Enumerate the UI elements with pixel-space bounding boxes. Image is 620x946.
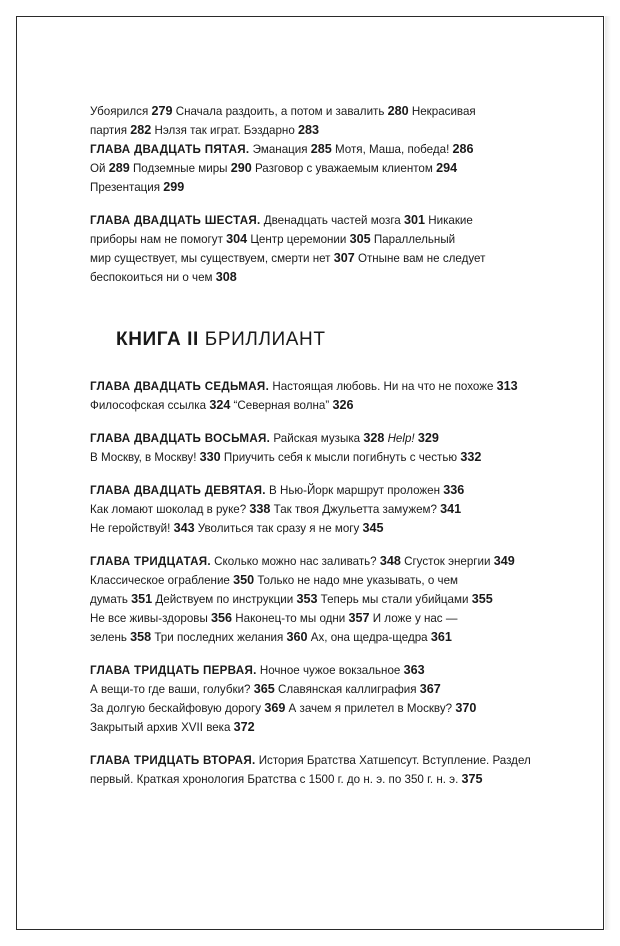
page-number: 361: [430, 630, 452, 644]
section-title: Сгусток энергии: [400, 555, 494, 568]
section-title: Не геройствуй!: [90, 522, 174, 535]
page-number: 299: [163, 180, 185, 194]
book-title: БРИЛЛИАНТ: [204, 329, 326, 350]
toc-entry: [90, 102, 570, 197]
toc-line: [90, 377, 570, 396]
page-number: 360: [286, 630, 308, 644]
page-number: 349: [493, 554, 515, 568]
toc-entry: [90, 211, 570, 287]
toc-line: [90, 718, 570, 737]
page-number: 357: [348, 611, 370, 625]
section-title: Подземные миры: [129, 162, 231, 175]
page-number: 355: [471, 592, 493, 606]
page-number: 372: [233, 720, 255, 734]
book-number: КНИГА II: [116, 329, 199, 350]
toc-entry: [90, 481, 570, 538]
section-title: Классическое ограбление: [90, 574, 234, 587]
section-title: Никакие: [425, 214, 473, 227]
toc-line: [90, 140, 570, 159]
section-title: партия: [90, 124, 131, 137]
section-title: Сколько можно нас заливать?: [210, 555, 380, 568]
section-title: Ночное чужое вокзальное: [256, 664, 404, 677]
section-title: Параллельный: [370, 233, 456, 246]
chapter-label: ГЛАВА ТРИДЦАТЬ ВТОРАЯ.: [90, 754, 256, 767]
section-title: Приучить себя к мысли погибнуть с честью: [220, 451, 461, 464]
page-number: 348: [379, 554, 401, 568]
page-number: 326: [332, 398, 354, 412]
page-number: 289: [108, 161, 130, 175]
toc-line: [90, 609, 570, 628]
section-title: Отныне вам не следует: [354, 252, 486, 265]
section-title: Мотя, Маша, победа!: [331, 143, 453, 156]
page-number: 307: [333, 251, 355, 265]
chapter-label: ГЛАВА ТРИДЦАТАЯ.: [90, 555, 211, 568]
section-title: Ах, она щедра-щедра: [307, 631, 431, 644]
chapter-label: ГЛАВА ДВАДЦАТЬ ДЕВЯТАЯ.: [90, 484, 266, 497]
toc-line: [90, 159, 570, 178]
section-title: В Нью-Йорк маршрут проложен: [265, 484, 444, 497]
page-number: 328: [363, 431, 385, 445]
section-title: История Братства Хатшепсут. Вступление. Раздел: [255, 754, 531, 767]
page-number: 370: [455, 701, 477, 715]
section-title: Философская ссылка: [90, 399, 210, 412]
page-number: 345: [362, 521, 384, 535]
section-title: зелень: [90, 631, 131, 644]
section-title: Действуем по инструкции: [152, 593, 297, 606]
page-number: 324: [209, 398, 231, 412]
toc-line: [90, 628, 570, 647]
toc-line: [90, 552, 570, 571]
section-title: В Москву, в Москву!: [90, 451, 200, 464]
page-edge-shadow: [605, 16, 611, 930]
section-title: Не все живы-здоровы: [90, 612, 212, 625]
page-number: 353: [296, 592, 318, 606]
toc-line: [90, 481, 570, 500]
page-number: 365: [253, 682, 275, 696]
section-title: Райская музыка: [270, 432, 364, 445]
section-title: Так твоя Джульетта замужем?: [270, 503, 441, 516]
toc-line: [90, 500, 570, 519]
section-title: думать: [90, 593, 132, 606]
toc-part-2: [90, 377, 570, 789]
toc-line: [90, 396, 570, 415]
toc-line: [90, 519, 570, 538]
toc-line: [90, 102, 570, 121]
page-number: 279: [151, 104, 173, 118]
chapter-label: ГЛАВА ДВАДЦАТЬ ВОСЬМАЯ.: [90, 432, 271, 445]
toc-entry: [90, 377, 570, 415]
toc-line: [90, 249, 570, 268]
toc-line: [90, 699, 570, 718]
section-title: Настоящая любовь. Ни на что не похоже: [269, 380, 497, 393]
toc-line: [90, 590, 570, 609]
page-number: 363: [403, 663, 425, 677]
section-title: Презентация: [90, 181, 164, 194]
chapter-label: ГЛАВА ДВАДЦАТЬ СЕДЬМАЯ.: [90, 380, 270, 393]
page-number: 313: [496, 379, 518, 393]
toc-line: [90, 680, 570, 699]
section-title: Наконец-то мы одни: [232, 612, 349, 625]
section-title: Эманация: [249, 143, 311, 156]
toc-line: [90, 211, 570, 230]
page-number: 290: [230, 161, 252, 175]
page-number: 350: [233, 573, 255, 587]
section-title: Ой: [90, 162, 109, 175]
section-title: Двенадцать частей мозга: [260, 214, 404, 227]
section-title: Нэлзя так играт. Бэздарно: [151, 124, 298, 137]
page-number: 305: [349, 232, 371, 246]
page-number: 329: [417, 431, 439, 445]
section-title: приборы нам не помогут: [90, 233, 227, 246]
toc-entry: [90, 661, 570, 737]
toc-line: [90, 571, 570, 590]
page-number: 330: [199, 450, 221, 464]
page-number: 369: [264, 701, 286, 715]
section-title: Три последних желания: [151, 631, 287, 644]
table-of-contents: [90, 102, 570, 803]
page-number: 280: [387, 104, 409, 118]
section-title: Как ломают шоколад в руке?: [90, 503, 250, 516]
section-title: Уволиться так сразу я не могу: [194, 522, 363, 535]
section-title: Только не надо мне указывать, о чем: [254, 574, 459, 587]
toc-entry: [90, 751, 570, 789]
toc-line: [90, 268, 570, 287]
section-title: Теперь мы стали убийцами: [317, 593, 472, 606]
section-title: Убоярился: [90, 105, 152, 118]
toc-part-1: [90, 102, 570, 287]
section-title: Славянская каллиграфия: [274, 683, 420, 696]
section-title: беспокоиться ни о чем: [90, 271, 216, 284]
section-title: мир существует, мы существуем, смерти нет: [90, 252, 334, 265]
section-title: Разговор с уважаемым клиентом: [251, 162, 437, 175]
section-title: Закрытый архив XVII века: [90, 721, 234, 734]
page-number: 282: [130, 123, 152, 137]
page-number: 343: [173, 521, 195, 535]
page-number: 301: [403, 213, 425, 227]
page-number: 341: [440, 502, 462, 516]
page-number: 351: [131, 592, 153, 606]
page-number: 304: [226, 232, 248, 246]
toc-line: [90, 178, 570, 197]
section-title: Центр церемонии: [247, 233, 350, 246]
toc-line: [90, 230, 570, 249]
chapter-label: ГЛАВА ДВАДЦАТЬ ШЕСТАЯ.: [90, 214, 261, 227]
chapter-label: ГЛАВА ТРИДЦАТЬ ПЕРВАЯ.: [90, 664, 257, 677]
section-title: Help!: [387, 432, 415, 445]
section-title: За долгую бескайфовую дорогу: [90, 702, 265, 715]
section-title: “Северная волна”: [230, 399, 333, 412]
toc-entry: [90, 552, 570, 647]
toc-entry: [90, 429, 570, 467]
toc-line: [90, 770, 570, 789]
page-number: 338: [249, 502, 271, 516]
section-title: А зачем я прилетел в Москву?: [285, 702, 456, 715]
page-number: 356: [211, 611, 233, 625]
toc-line: [90, 429, 570, 448]
page-number: 358: [130, 630, 152, 644]
page-number: 332: [460, 450, 482, 464]
page-number: 285: [310, 142, 332, 156]
page-number: 283: [298, 123, 320, 137]
page-number: 336: [443, 483, 465, 497]
toc-line: [90, 661, 570, 680]
page-number: 294: [436, 161, 458, 175]
page-number: 367: [419, 682, 441, 696]
toc-line: [90, 121, 570, 140]
section-title: Некрасивая: [408, 105, 476, 118]
chapter-label: ГЛАВА ДВАДЦАТЬ ПЯТАЯ.: [90, 143, 250, 156]
section-title: И ложе у нас —: [369, 612, 458, 625]
toc-line: [90, 448, 570, 467]
page-number: 308: [215, 270, 237, 284]
page-number: 286: [452, 142, 474, 156]
section-title: первый. Краткая хронология Братства с 1500 г. до н. э. по 350 г. н. э.: [90, 773, 462, 786]
section-title: Сначала раздоить, а потом и завалить: [172, 105, 388, 118]
page-number: 375: [461, 772, 483, 786]
section-title: А вещи-то где ваши, голубки?: [90, 683, 254, 696]
book-heading: [116, 327, 570, 353]
toc-line: [90, 751, 570, 770]
